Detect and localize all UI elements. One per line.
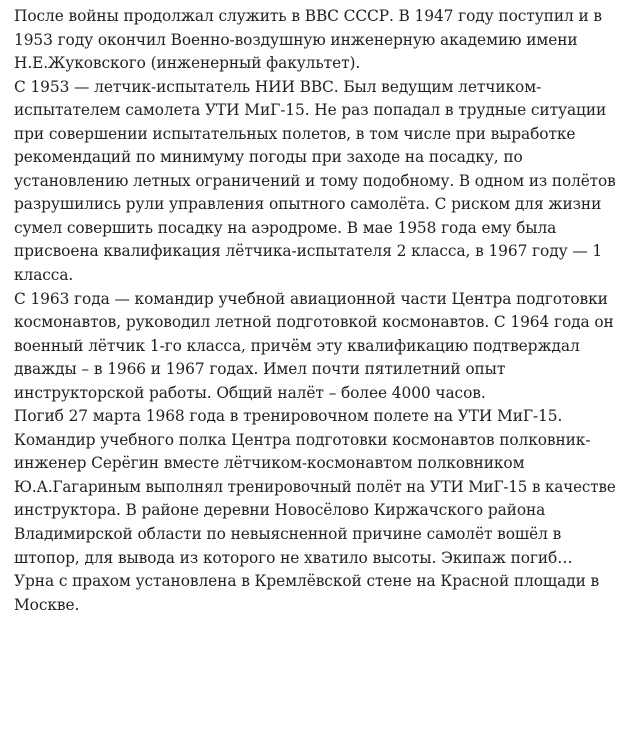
text-line: Урна с прахом установлена в Кремлёвской стене на Красной площади в [14,572,600,591]
text-line: Командир учебного полка Центра подготовки космонавтов полковник- [14,430,591,449]
text-line: Н.Е.Жуковского (инженерный факультет). [14,54,361,73]
text-line: космонавтов, руководил летной подготовкой космонавтов. С 1964 года он [14,313,614,332]
text-line: После войны продолжал служить в ВВС СССР. В 1947 году поступил и в [14,7,602,25]
text-line: испытателем самолета УТИ МиГ-15. Не раз попадал в трудные ситуации [14,101,607,120]
text-line: инструкторской работы. Общий налёт – более 4000 часов. [14,383,486,402]
text-line: установлению летных ограничений и тому подобному. В одном из полётов [14,171,616,190]
text-line: сумел совершить посадку на аэродроме. В мае 1958 года ему была [14,218,557,237]
text-line: военный лётчик 1-го класса, причём эту квалификацию подтверждал [14,336,580,355]
text-line: Владимирской области по невыясненной причине самолёт вошёл в [14,525,562,544]
text-line: инструктора. В районе деревни Новосёлово Киржачского района [14,501,546,520]
text-line: С 1953 — летчик-испытатель НИИ ВВС. Был ведущим летчиком- [14,77,542,96]
text-line: при совершении испытательных полетов, в том числе при выработке [14,124,576,143]
text-line: Погиб 27 марта 1968 года в тренировочном полете на УТИ МиГ-15. [14,407,563,426]
text-line: штопор, для вывода из которого не хватило высоты. Экипаж погиб… [14,548,573,567]
text-line: рекомендаций по минимуму погоды при заходе на посадку, по [14,148,523,167]
text-line: 1953 году окончил Военно-воздушную инженерную академию имени [14,30,578,49]
text-line: Ю.А.Гагариным выполнял тренировочный полёт на УТИ МиГ-15 в качестве [14,477,616,496]
text-line: разрушились рули управления опытного самолёта. С риском для жизни [14,195,602,214]
text-line: инженер Серёгин вместе лётчиком-космонавтом полковником [14,454,525,473]
text-line: дважды – в 1966 и 1967 годах. Имел почти пятилетний опыт [14,360,506,379]
text-line: класса. [14,266,74,285]
text-line: присвоена квалификация лётчика-испытателя 2 класса, в 1967 году — 1 [14,242,603,261]
text-line: С 1963 года — командир учебной авиационной части Центра подготовки [14,289,608,308]
text-line: Москве. [14,595,80,614]
